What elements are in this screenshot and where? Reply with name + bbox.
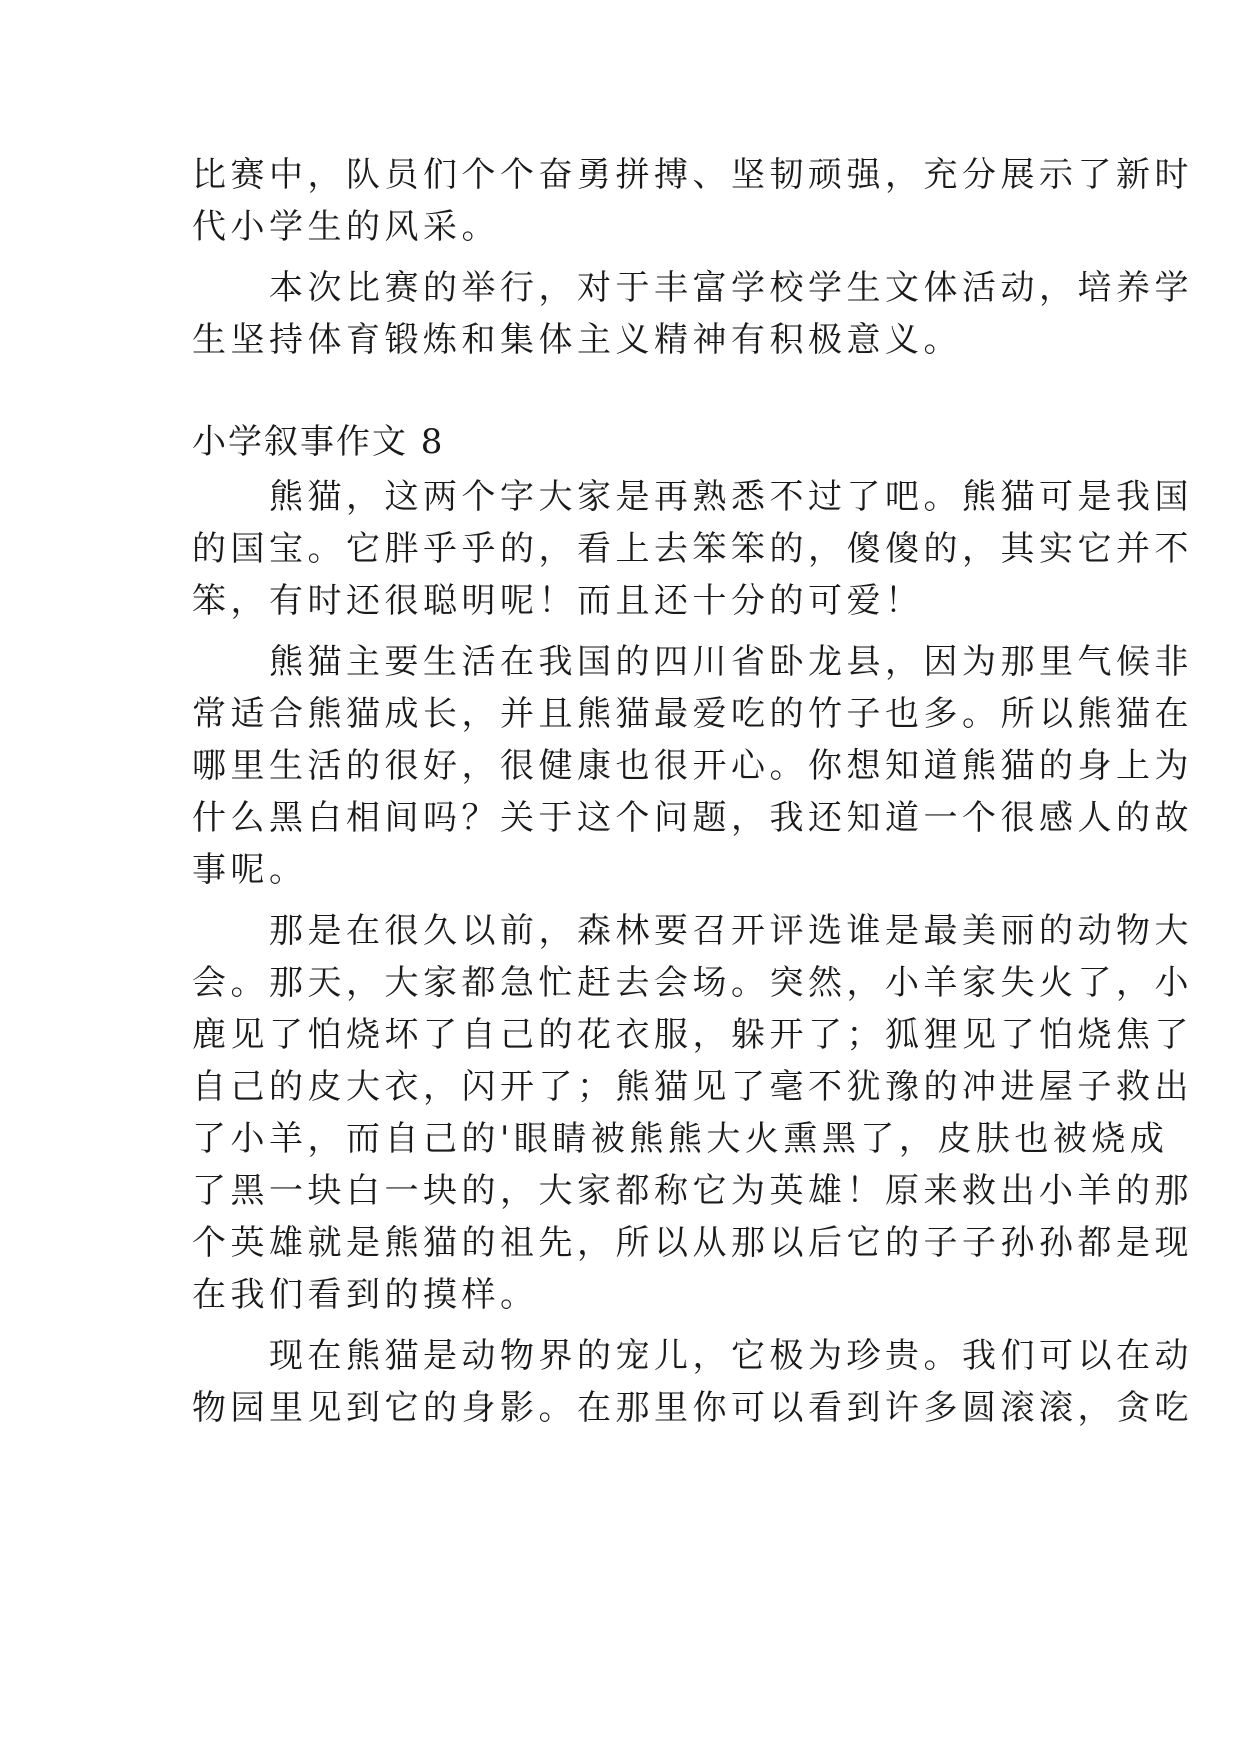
- text-line: 会。那天，大家都急忙赶去会场。突然，小羊家失火了，小: [192, 963, 1193, 1003]
- text-line: 事呢。: [192, 850, 308, 890]
- text-line: 的国宝。它胖乎乎的，看上去笨笨的，傻傻的，其实它并不: [192, 529, 1193, 569]
- text-line: 笨，有时还很聪明呢！而且还十分的可爱！: [192, 581, 924, 621]
- text-line: 物园里见到它的身影。在那里你可以看到许多圆滚滚，贪吃: [192, 1388, 1193, 1428]
- text-line: 鹿见了怕烧坏了自己的花衣服，躲开了；狐狸见了怕烧焦了: [192, 1015, 1193, 1055]
- text-line: 常适合熊猫成长，并且熊猫最爱吃的竹子也多。所以熊猫在: [192, 694, 1193, 734]
- text-line: 熊猫，这两个字大家是再熟悉不过了吧。熊猫可是我国: [192, 477, 1193, 517]
- text-line: 了黑一块白一块的，大家都称它为英雄！原来救出小羊的那: [192, 1171, 1193, 1211]
- text-line: 本次比赛的举行，对于丰富学校学生文体活动，培养学: [192, 268, 1193, 308]
- text-line: 哪里生活的很好，很健康也很开心。你想知道熊猫的身上为: [192, 746, 1193, 786]
- text-line: 现在熊猫是动物界的宠儿，它极为珍贵。我们可以在动: [192, 1336, 1193, 1376]
- text-line: 生坚持体育锻炼和集体主义精神有积极意义。: [192, 320, 962, 360]
- text-line: 在我们看到的摸样。: [192, 1275, 539, 1315]
- text-line: 自己的皮大衣，闪开了；熊猫见了毫不犹豫的冲进屋子救出: [192, 1067, 1193, 1107]
- text-line: 了小羊，而自己的'眼睛被熊熊大火熏黑了，皮肤也被烧成: [192, 1119, 1169, 1159]
- text-line: 什么黑白相间吗？关于这个问题，我还知道一个很感人的故: [192, 798, 1193, 838]
- text-line: 那是在很久以前，森林要召开评选谁是最美丽的动物大: [192, 911, 1193, 951]
- text-line: 个英雄就是熊猫的祖先，所以从那以后它的子子孙孙都是现: [192, 1223, 1193, 1263]
- text-line: 比赛中，队员们个个奋勇拼搏、坚韧顽强，充分展示了新时: [192, 155, 1193, 195]
- text-line: 代小学生的风采。: [192, 207, 500, 247]
- text-line: 熊猫主要生活在我国的四川省卧龙县，因为那里气候非: [192, 642, 1193, 682]
- section-title: 小学叙事作文 8: [192, 422, 445, 462]
